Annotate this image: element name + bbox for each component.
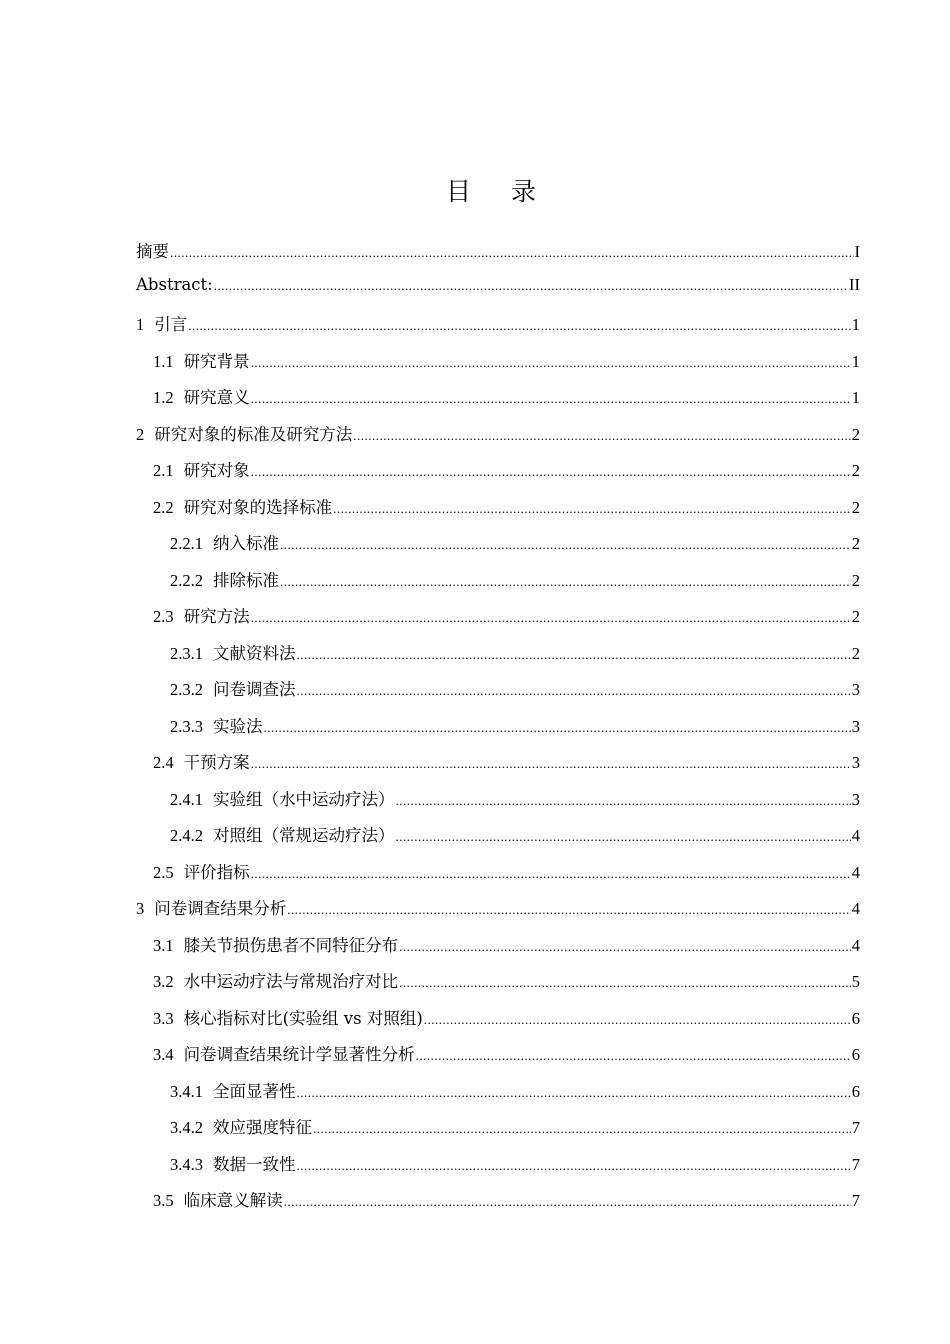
toc-entry-title: 排除标准 xyxy=(213,570,279,590)
toc-entry-page-number: 6 xyxy=(851,1008,860,1028)
toc-entry-title: 数据一致性 xyxy=(213,1154,296,1174)
toc-entry-number: 2.4.1 xyxy=(170,789,203,809)
toc-entry[interactable] xyxy=(136,1114,860,1151)
toc-entry-number: 1.2 xyxy=(153,388,174,407)
toc-entry-number: 3.4.2 xyxy=(170,1118,203,1137)
toc-entry[interactable] xyxy=(136,859,860,896)
toc-entry-number: 1 xyxy=(136,315,145,334)
toc-entry-number: 2.3.3 xyxy=(170,716,203,736)
toc-entry-title: 问卷调查法 xyxy=(213,680,296,699)
toc-entry-page-number: 2 xyxy=(851,607,860,626)
toc-entry-title: 膝关节损伤患者不同特征分布 xyxy=(183,935,399,955)
toc-entry-title: 干预方案 xyxy=(183,753,250,772)
toc-entry[interactable] xyxy=(136,275,860,312)
toc-entry-title: 文献资料法 xyxy=(213,643,296,663)
toc-dot-leader xyxy=(396,793,851,809)
toc-entry-number: 2.2.1 xyxy=(170,534,203,553)
toc-entry-page-number: II xyxy=(849,274,860,294)
toc-entry[interactable] xyxy=(136,822,860,859)
toc-entry-title: 引言 xyxy=(154,315,188,334)
toc-entry-page-number: 1 xyxy=(851,388,860,407)
toc-dot-leader xyxy=(251,391,851,407)
toc-entry-page-number: 7 xyxy=(851,1191,860,1210)
toc-dot-leader xyxy=(264,720,851,736)
toc-entry-title: 实验法 xyxy=(213,716,263,736)
toc-dot-leader xyxy=(297,683,851,699)
toc-list xyxy=(136,238,860,1224)
toc-entry[interactable] xyxy=(136,749,860,786)
toc-entry[interactable] xyxy=(136,968,860,1005)
toc-entry-page-number: 7 xyxy=(851,1154,860,1174)
toc-entry-number: 3.4.1 xyxy=(170,1081,203,1101)
toc-dot-leader xyxy=(188,318,851,334)
toc-entry-title: 问卷调查结果统计学显著性分析 xyxy=(183,1045,415,1064)
toc-entry[interactable] xyxy=(136,238,860,275)
toc-dot-leader xyxy=(313,1121,851,1137)
toc-entry-page-number: 3 xyxy=(851,680,860,699)
toc-entry[interactable] xyxy=(136,1078,860,1115)
toc-entry-page-number: 2 xyxy=(851,570,860,590)
toc-entry-page-number: 3 xyxy=(851,716,860,736)
toc-dot-leader xyxy=(399,939,851,955)
toc-dot-leader xyxy=(251,756,851,772)
toc-entry-page-number: 7 xyxy=(851,1118,860,1137)
toc-dot-leader xyxy=(297,647,851,663)
toc-entry[interactable] xyxy=(136,676,860,713)
toc-entry-number: 2.1 xyxy=(153,461,174,480)
toc-entry[interactable] xyxy=(136,1005,860,1042)
toc-dot-leader xyxy=(251,866,851,882)
toc-dot-leader xyxy=(251,610,851,626)
toc-entry-title: Abstract: xyxy=(136,274,213,294)
toc-entry[interactable] xyxy=(136,567,860,604)
toc-dot-leader xyxy=(416,1048,851,1064)
toc-entry[interactable] xyxy=(136,932,860,969)
toc-entry-title: 纳入标准 xyxy=(213,534,279,553)
toc-entry-number: 3.2 xyxy=(153,972,174,991)
toc-dot-leader xyxy=(170,245,854,261)
toc-entry-page-number: 2 xyxy=(851,643,860,663)
toc-entry-title: 对照组（常规运动疗法） xyxy=(213,826,395,845)
toc-dot-leader xyxy=(284,1194,851,1210)
toc-entry-title: 摘要 xyxy=(136,242,169,261)
toc-entry-title: 研究意义 xyxy=(183,388,250,407)
toc-entry-page-number: 4 xyxy=(851,862,860,882)
toc-entry[interactable] xyxy=(136,311,860,348)
toc-entry-page-number: 1 xyxy=(851,351,860,371)
toc-entry-title: 研究方法 xyxy=(183,607,250,626)
toc-dot-leader xyxy=(399,975,851,991)
toc-entry-title: 水中运动疗法与常规治疗对比 xyxy=(183,972,399,991)
toc-entry[interactable] xyxy=(136,895,860,932)
toc-dot-leader xyxy=(396,829,851,845)
toc-entry-number: 3.3 xyxy=(153,1008,174,1028)
toc-entry-page-number: 4 xyxy=(851,899,860,918)
toc-entry-number: 1.1 xyxy=(153,351,174,371)
toc-entry-number: 2.4.2 xyxy=(170,826,203,845)
toc-entry-page-number: I xyxy=(854,242,860,261)
toc-entry[interactable] xyxy=(136,530,860,567)
toc-dot-leader xyxy=(353,428,851,444)
toc-entry-number: 3.5 xyxy=(153,1191,174,1210)
toc-dot-leader xyxy=(280,537,851,553)
toc-entry-title: 效应强度特征 xyxy=(213,1118,312,1137)
toc-entry-number: 2.4 xyxy=(153,753,174,772)
toc-entry-number: 2.3 xyxy=(153,607,174,626)
toc-entry[interactable] xyxy=(136,713,860,750)
toc-entry-page-number: 6 xyxy=(851,1045,860,1064)
toc-dot-leader xyxy=(251,464,851,480)
toc-entry[interactable] xyxy=(136,1187,860,1224)
toc-entry-number: 3.4 xyxy=(153,1045,174,1064)
toc-entry[interactable] xyxy=(136,1151,860,1188)
toc-entry[interactable] xyxy=(136,786,860,823)
toc-dot-leader xyxy=(214,278,848,294)
toc-entry-page-number: 4 xyxy=(851,935,860,955)
toc-dot-leader xyxy=(251,355,851,371)
toc-entry[interactable] xyxy=(136,494,860,531)
toc-entry-title: 研究对象的标准及研究方法 xyxy=(154,424,353,444)
toc-entry[interactable] xyxy=(136,603,860,640)
toc-entry-title: 研究对象的选择标准 xyxy=(183,497,333,517)
toc-entry[interactable] xyxy=(136,421,860,458)
toc-entry-title: 评价指标 xyxy=(183,862,250,882)
toc-entry-page-number: 2 xyxy=(851,534,860,553)
toc-entry-number: 2.5 xyxy=(153,862,174,882)
toc-entry-title: 研究对象 xyxy=(183,461,250,480)
toc-entry-number: 3 xyxy=(136,899,145,918)
toc-entry-number: 2.2 xyxy=(153,497,174,517)
toc-entry-title: 研究背景 xyxy=(183,351,250,371)
toc-entry[interactable] xyxy=(136,640,860,677)
toc-entry[interactable] xyxy=(136,1041,860,1078)
toc-entry-page-number: 3 xyxy=(851,789,860,809)
toc-entry-title: 全面显著性 xyxy=(213,1081,296,1101)
toc-entry-page-number: 2 xyxy=(851,424,860,444)
toc-entry-number: 2.3.1 xyxy=(170,643,203,663)
toc-entry-page-number: 2 xyxy=(851,461,860,480)
toc-entry-page-number: 2 xyxy=(851,497,860,517)
toc-entry-number: 2.2.2 xyxy=(170,570,203,590)
toc-entry-number: 3.4.3 xyxy=(170,1154,203,1174)
toc-dot-leader xyxy=(297,1085,851,1101)
toc-dot-leader xyxy=(333,501,851,517)
toc-entry-page-number: 6 xyxy=(851,1081,860,1101)
toc-entry-page-number: 5 xyxy=(851,972,860,991)
toc-dot-leader xyxy=(280,574,851,590)
toc-entry-number: 3.1 xyxy=(153,935,174,955)
toc-entry-title: 问卷调查结果分析 xyxy=(154,899,287,918)
toc-dot-leader xyxy=(424,1012,851,1028)
toc-entry-title: 实验组（水中运动疗法） xyxy=(213,789,395,809)
toc-entry-title: 临床意义解读 xyxy=(183,1191,283,1210)
toc-entry[interactable] xyxy=(136,348,860,385)
page-title: 目 录 xyxy=(446,177,552,206)
toc-entry[interactable] xyxy=(136,457,860,494)
toc-entry-title: 核心指标对比(实验组 vs 对照组) xyxy=(183,1008,423,1028)
toc-entry[interactable] xyxy=(136,384,860,421)
toc-dot-leader xyxy=(287,902,851,918)
toc-dot-leader xyxy=(297,1158,851,1174)
toc-entry-page-number: 4 xyxy=(851,826,860,845)
toc-entry-number: 2.3.2 xyxy=(170,680,203,699)
toc-entry-page-number: 3 xyxy=(851,753,860,772)
toc-entry-page-number: 1 xyxy=(851,315,860,334)
toc-entry-number: 2 xyxy=(136,424,145,444)
